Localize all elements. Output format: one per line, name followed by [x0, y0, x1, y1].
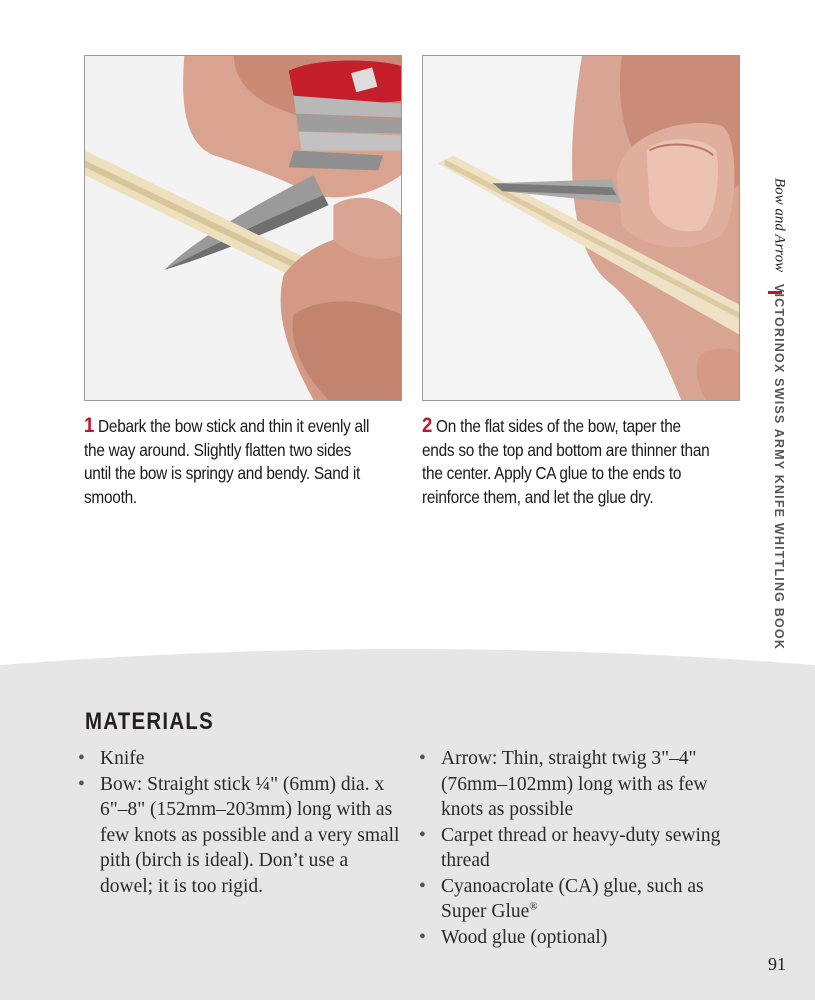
material-text: Bow: Straight stick ¼" (6mm) dia. x 6"–8" (152mm–203mm) long with as few knots as possible and a very small pith (birch is ideal). Don’t use a dowel; it is too rigid.: [100, 773, 400, 897]
bullet-icon: •: [419, 824, 426, 846]
list-item: [78, 746, 403, 772]
list-item: [419, 925, 749, 951]
material-text: Carpet thread or heavy-duty sewing thread: [441, 824, 721, 871]
material-text: Cyanoacrolate (CA) glue, such as Super Glue: [441, 875, 704, 922]
step-1-number: 1: [84, 414, 95, 437]
step-1-text: Debark the bow stick and thin it evenly all the way around. Slightly flatten two sides until the bow is springy and bendy. Sand it smooth.: [84, 416, 370, 507]
book-title-text: VICTORINOX SWISS ARMY KNIFE WHITTLING BOOK: [772, 283, 786, 651]
bullet-icon: •: [419, 926, 426, 948]
bullet-icon: •: [419, 875, 426, 897]
step-2-text: On the flat sides of the bow, taper the ends so the top and bottom are thinner than the center. Apply CA glue to the ends to reinforce them, and let the glue dry.: [422, 416, 710, 507]
step-2-photo: [422, 55, 740, 401]
page-number: 91: [768, 954, 786, 974]
step-1-caption: [84, 414, 374, 509]
list-item: [78, 772, 403, 900]
chapter-title-text: Bow and Arrow: [771, 177, 788, 273]
book-title: [768, 283, 790, 651]
materials-list-left: [78, 746, 403, 899]
step-2-number: 2: [422, 414, 433, 437]
materials-heading: MATERIALS: [85, 708, 214, 735]
list-item: [419, 746, 749, 823]
bullet-icon: •: [78, 748, 85, 769]
list-item: [419, 874, 749, 925]
bullet-icon: •: [78, 773, 85, 795]
material-text: Wood glue (optional): [441, 926, 608, 948]
material-text: Knife: [100, 748, 145, 769]
step-1-photo: [84, 55, 402, 401]
bullet-icon: •: [419, 748, 426, 769]
step-2-caption: [422, 414, 712, 509]
material-text: Arrow: Thin, straight twig 3"–4" (76mm–102mm) long with as few knots as possible: [441, 748, 708, 820]
chapter-title: [768, 170, 790, 280]
list-item: [419, 823, 749, 874]
materials-list-right: [419, 746, 749, 950]
side-running-head: [768, 170, 790, 651]
registered-mark: ®: [529, 900, 538, 913]
